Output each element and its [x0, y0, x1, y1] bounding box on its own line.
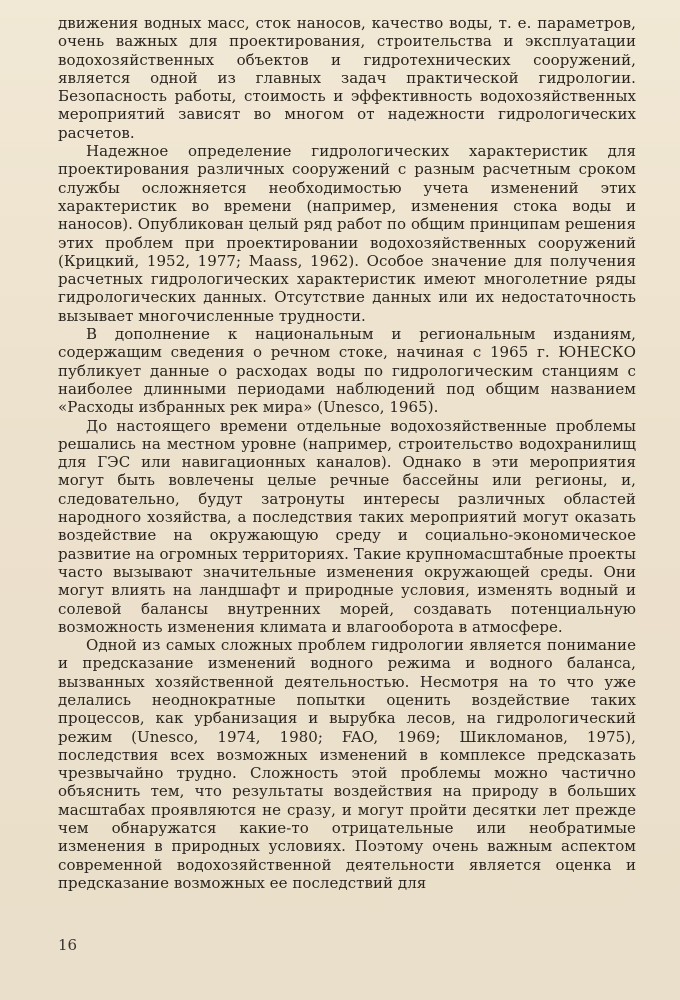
paragraph: До настоящего времени отдельные водохозяйственные проблемы решались на местном уровне (например, строительство водохранилищ для ГЭС или навигационных каналов). Однако в эти мероприятия могут быть вовлечены целые речные бассейны или регионы, и, следовательно, будут затронуты интересы различных областей народного хозяйства, а последствия таких мероприятий могут оказать воздействие на окружающую среду и социально-экономическое развитие на огромных территориях. Такие крупномасштабные проекты часто вызывают значительные изменения окружающей среды. Они могут влиять на ландшафт и природные условия, изменять водный и солевой балансы внутренних морей, создавать потенциальную возможность изменения климата и влагооборота в атмосфере.	[58, 416, 636, 636]
paragraph-continued: движения водных масс, сток наносов, качество воды, т. е. параметров, очень важных для проектирования, строительства и эксплуатации водохозяйственных объектов и гидротехнических сооружений, является одной из главных задач практической гидрологии. Безопасность работы, стоимость и эффективность водохозяйственных мероприятий зависят во многом от надежности гидрологических расчетов.	[58, 14, 636, 142]
page-number: 16	[58, 936, 78, 954]
paragraph: В дополнение к национальным и региональным изданиям, содержащим сведения о речном стоке, начиная с 1965 г. ЮНЕСКО публикует данные о расходах воды по гидрологическим станциям с наиболее длинными периодами наблюдений под общим названием «Расходы избранных рек мира» (Unesco, 1965).	[58, 325, 636, 417]
paragraph: Одной из самых сложных проблем гидрологии является понимание и предсказание изменений водного режима и водного баланса, вызванных хозяйственной деятельностью. Несмотря на то что уже делались неоднократные попытки оценить воздействие таких процессов, как урбанизация и вырубка лесов, на гидрологический режим (Unesco, 1974, 1980; FAO, 1969; Шикломанов, 1975), последствия всех возможных изменений в комплексе предсказать чрезвычайно трудно. Сложность этой проблемы можно частично объяснить тем, что результаты воздействия на природу в больших масштабах проявляются не сразу, и могут пройти десятки лет прежде чем обнаружатся какие-то отрицательные или необратимые изменения в природных условиях. Поэтому очень важным аспектом современной водохозяйственной деятельности является оценка и предсказание возможных ее последствий для	[58, 636, 636, 892]
body-text	[58, 14, 636, 892]
paragraph: Надежное определение гидрологических характеристик для проектирования различных сооружений с разным расчетным сроком службы осложняется необходимостью учета изменений этих характеристик во времени (например, изменения стока воды и наносов). Опубликован целый ряд работ по общим принципам решения этих проблем при проектировании водохозяйственных сооружений (Крицкий, 1952, 1977; Maass, 1962). Особое значение для получения расчетных гидрологических характеристик имеют многолетние ряды гидрологических данных. Отсутствие данных или их недостаточность вызывает многочисленные трудности.	[58, 142, 636, 325]
